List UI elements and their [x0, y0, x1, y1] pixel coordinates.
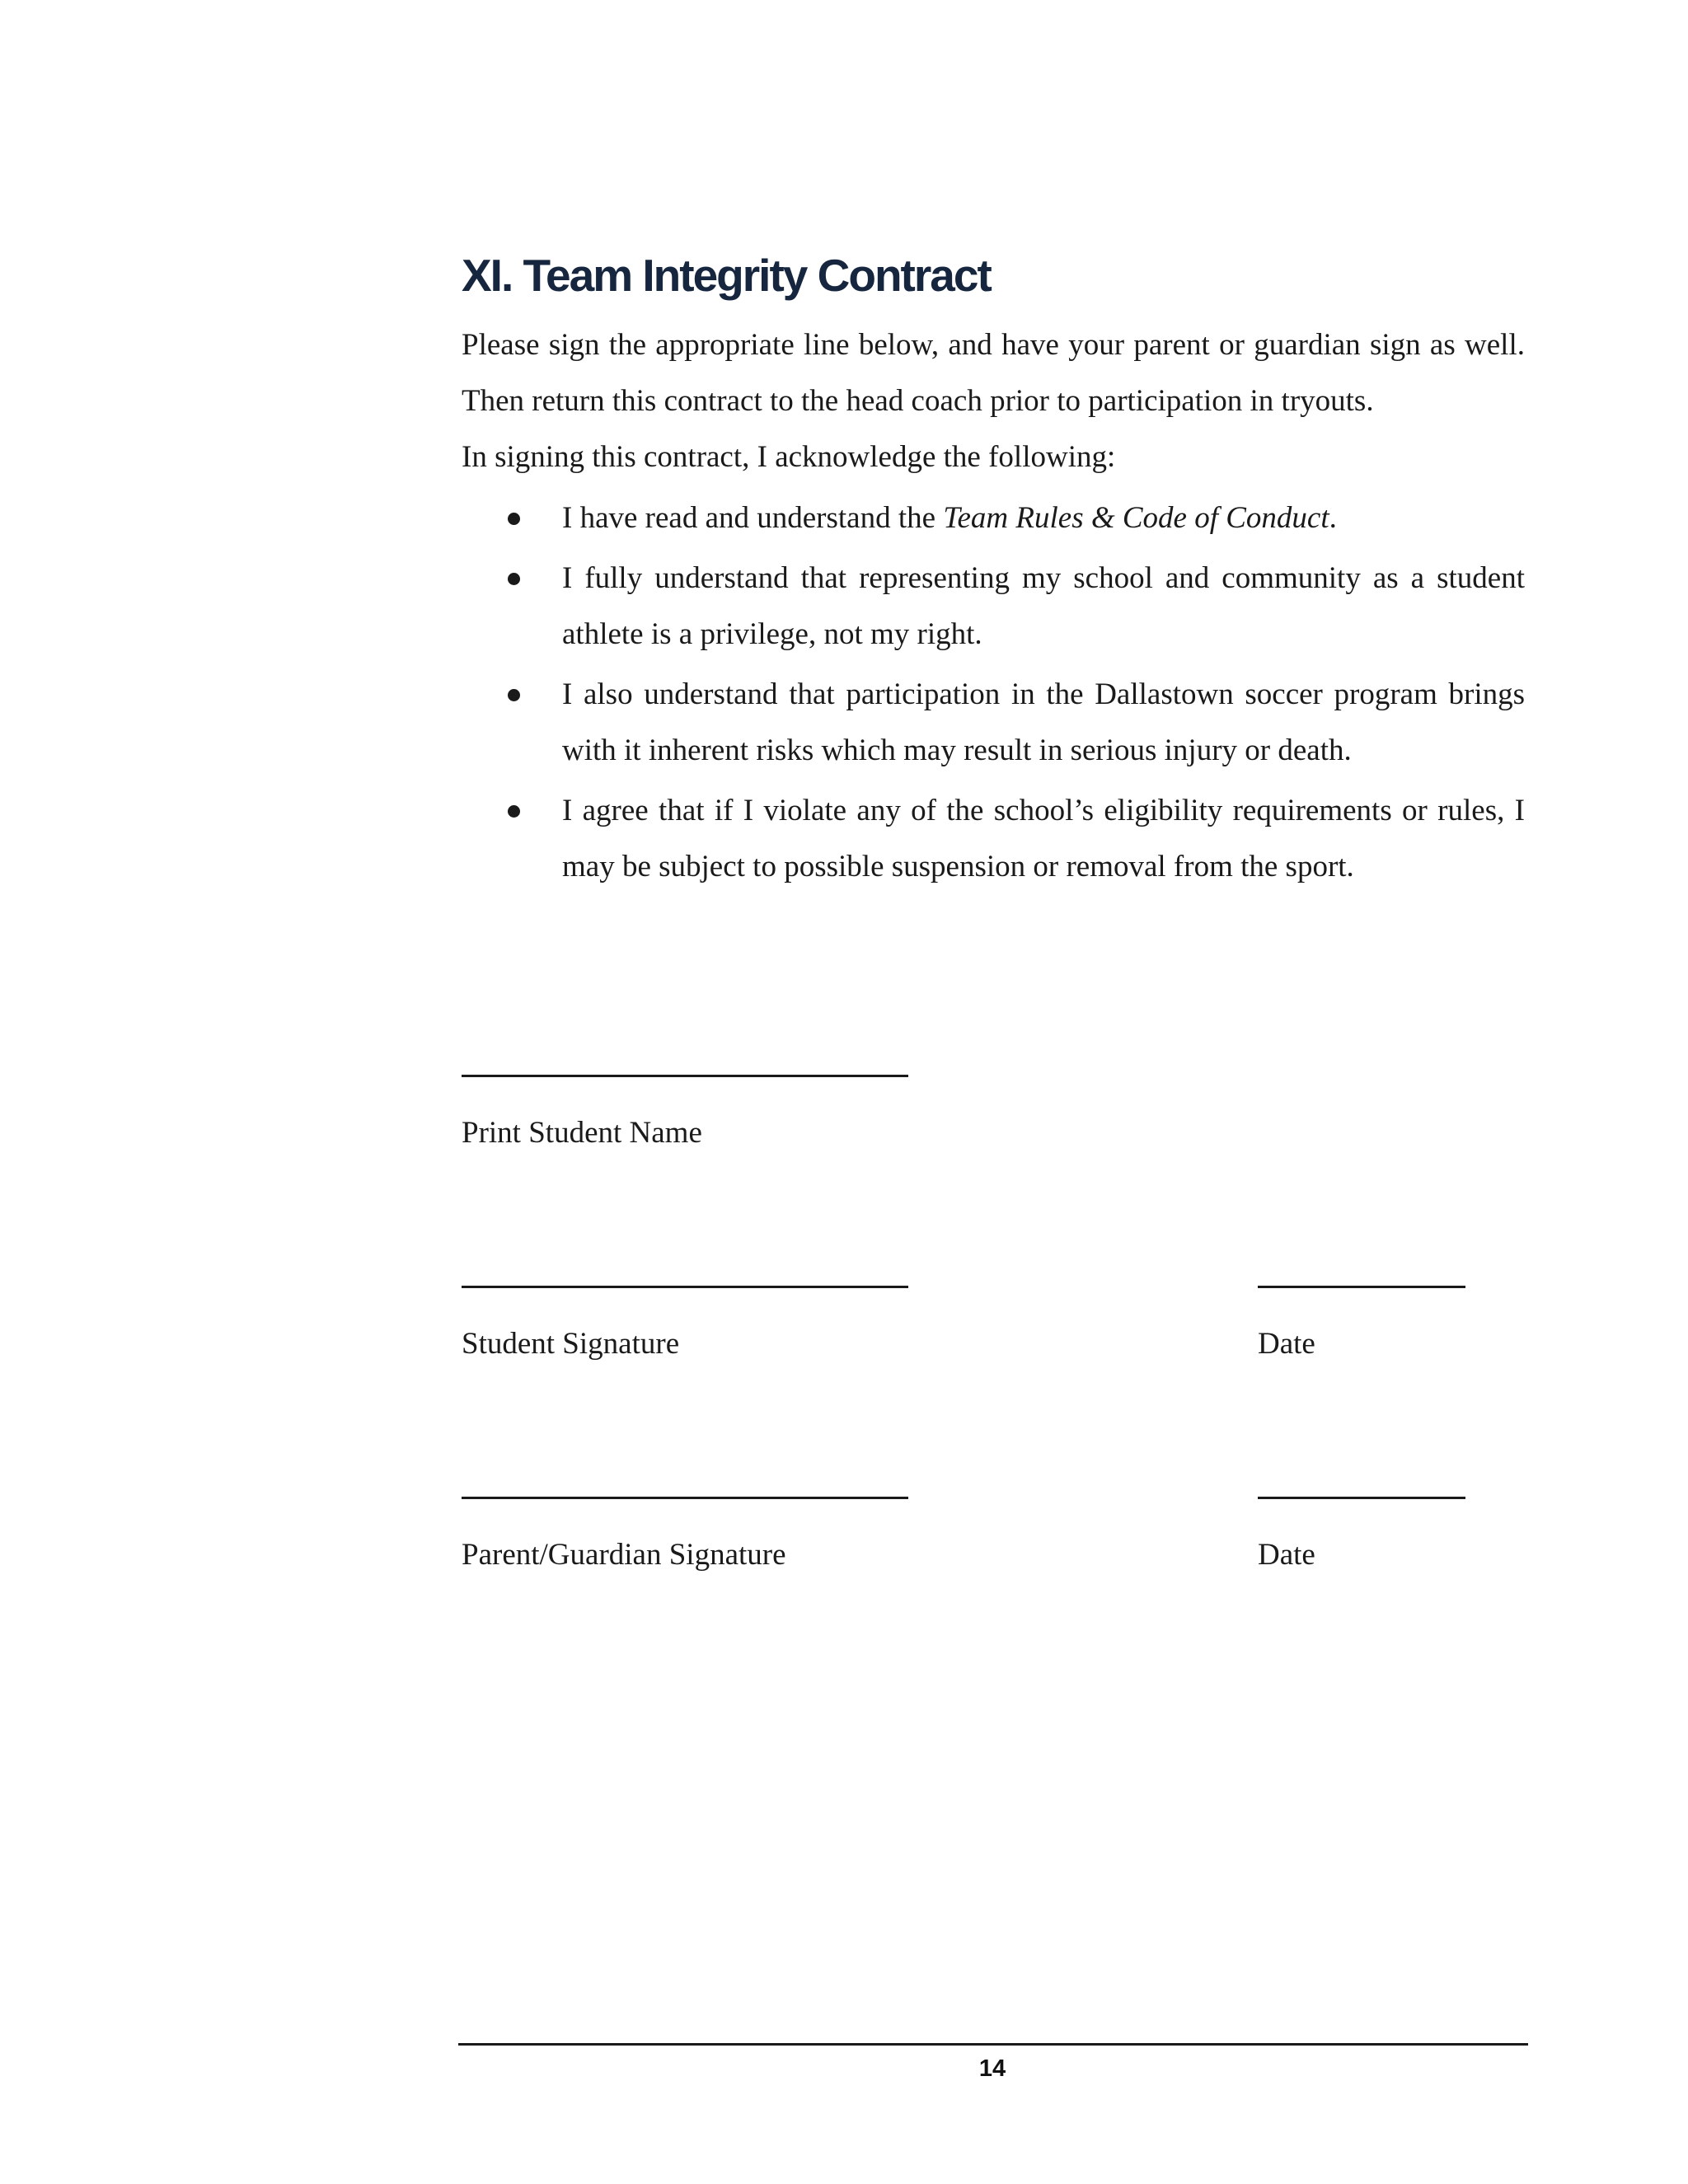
footer-divider — [458, 2043, 1528, 2046]
bullet-text-prefix: I have read and understand the — [562, 501, 944, 535]
parent-signature-label: Parent/Guardian Signature — [462, 1538, 786, 1572]
parent-signature-line[interactable] — [462, 1497, 908, 1499]
student-date-line[interactable] — [1258, 1286, 1465, 1288]
student-signature-line[interactable] — [462, 1286, 908, 1288]
list-item — [562, 783, 1525, 895]
code-of-conduct-title: Team Rules & Code of Conduct — [943, 501, 1329, 535]
acknowledge-intro: In signing this contract, I acknowledge the following: — [462, 440, 1116, 474]
bullet-text: I agree that if I violate any of the school’s eligibility requirements or rules, I may be subject to possible suspension or removal from the sport. — [562, 794, 1525, 883]
bullet-icon — [508, 573, 520, 585]
page-number: 14 — [978, 2055, 1006, 2082]
list-item — [562, 551, 1525, 663]
bullet-text: I also understand that participation in the Dallastown soccer program brings with it inherent risks which may result in serious injury or death. — [562, 677, 1525, 767]
student-date-label: Date — [1258, 1327, 1315, 1361]
intro-paragraph: Please sign the appropriate line below, and have your parent or guardian sign as well. Then return this contract to the head coach prior to participation in tryouts. — [462, 328, 1525, 418]
bullet-text-suffix: . — [1329, 501, 1337, 535]
bullet-icon — [508, 513, 520, 525]
acknowledgement-list — [462, 490, 1525, 895]
parent-date-line[interactable] — [1258, 1497, 1465, 1499]
bullet-text: I fully understand that representing my school and community as a student athlete is a privilege, not my right. — [562, 561, 1525, 651]
list-item — [562, 490, 1525, 546]
student-signature-label: Student Signature — [462, 1327, 680, 1361]
contract-body — [462, 317, 1525, 899]
print-name-label: Print Student Name — [462, 1116, 702, 1150]
section-heading: XI. Team Integrity Contract — [462, 250, 991, 301]
list-item — [562, 667, 1525, 779]
bullet-icon — [508, 805, 520, 818]
bullet-icon — [508, 689, 520, 701]
parent-date-label: Date — [1258, 1538, 1315, 1572]
print-name-line[interactable] — [462, 1075, 908, 1077]
